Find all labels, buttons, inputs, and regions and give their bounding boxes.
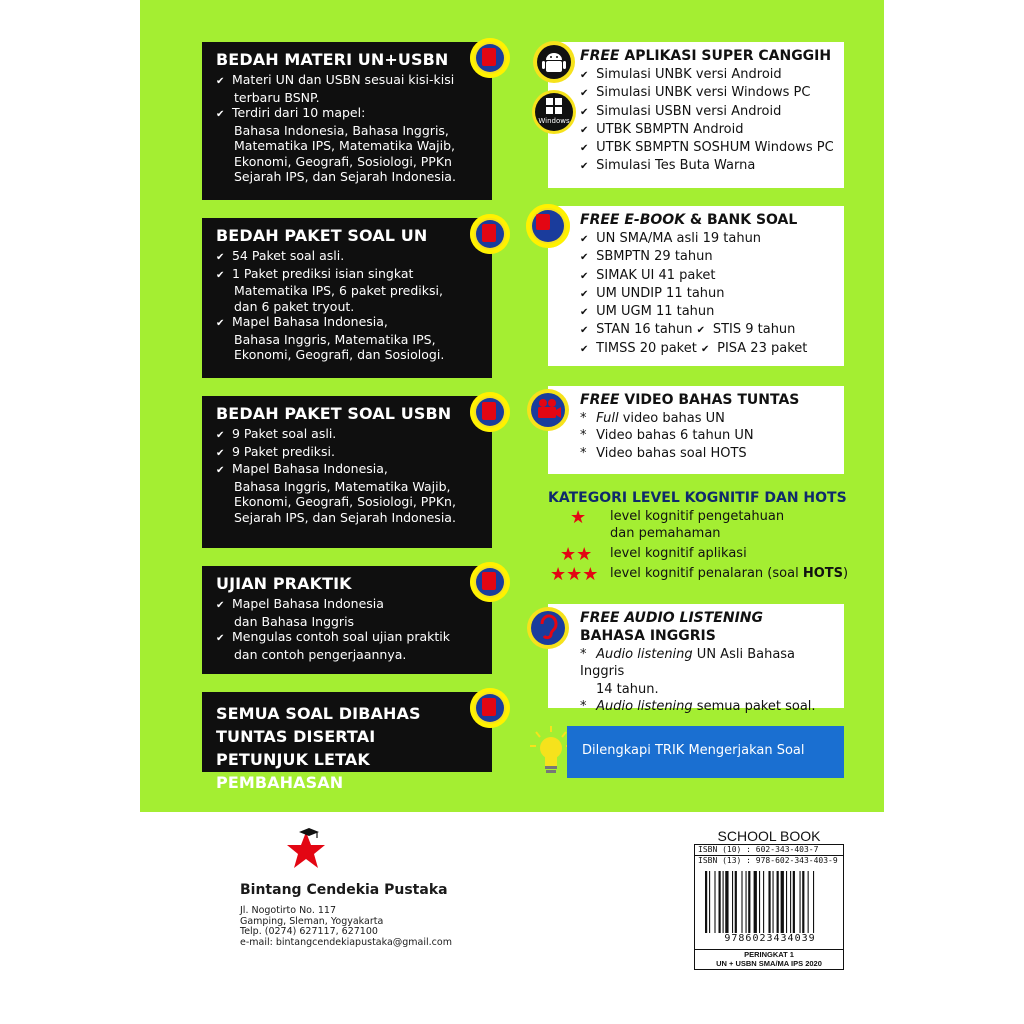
level-legend (548, 490, 858, 583)
ebook-badge-icon (526, 204, 570, 248)
list-item: * Audio listening semua paket soal. (580, 698, 816, 714)
barcode-bar (808, 871, 809, 933)
check-icon: ✔ (580, 325, 589, 337)
box-list (216, 72, 482, 185)
box-title: BEDAH MATERI UN+USBN (216, 50, 449, 69)
check-icon: ✔ (580, 307, 589, 319)
check-icon: ✔ (216, 600, 225, 611)
windows-badge (532, 90, 576, 134)
box-list (580, 646, 836, 715)
box-title: BEDAH PAKET SOAL USBN (216, 404, 452, 423)
check-icon: ✔ (580, 270, 589, 282)
barcode-bar (725, 871, 728, 933)
list-item: ✔ Mengulas contoh soal ujian praktik (216, 629, 482, 647)
box-bedah-paket-un (202, 218, 492, 378)
box-list (216, 248, 482, 363)
list-item: * Audio listening UN Asli Bahasa Inggris (580, 647, 796, 680)
list-item: ✔ Simulasi USBN versi Android (580, 103, 836, 121)
check-icon: ✔ (580, 343, 589, 355)
barcode-bar (763, 871, 764, 933)
check-icon: ✔ (580, 252, 589, 264)
barcode-number: 9786023434039 (724, 933, 816, 944)
list-item: * Video bahas 6 tahun UN (580, 428, 754, 444)
list-item: ✔ TIMSS 20 paket ✔ PISA 23 paket (580, 340, 836, 358)
publisher-name: Bintang Cendekia Pustaka (240, 882, 448, 898)
list-item: ✔ UN SMA/MA asli 19 tahun (580, 230, 836, 248)
book-badge-icon (470, 688, 510, 728)
list-item: * Video bahas soal HOTS (580, 445, 747, 461)
barcode-bar (709, 871, 710, 933)
barcode-bar (748, 871, 750, 933)
check-icon: ✔ (216, 633, 225, 644)
list-item: ✔ SIMAK UI 41 paket (580, 267, 836, 285)
list-item: ✔ Simulasi Tes Buta Warna (580, 157, 836, 175)
list-item: ✔ UTBK SBMPTN Android (580, 121, 836, 139)
box-ujian-praktik (202, 566, 492, 674)
box-subtitle: BAHASA INGGRIS (580, 628, 716, 644)
barcode (703, 871, 839, 933)
list-item: Matematika IPS, 6 paket prediksi, (234, 283, 443, 298)
box-list (216, 596, 482, 662)
list-item: Ekonomi, Geografi, Sosiologi, PPKn (234, 153, 452, 169)
list-item: Sejarah IPS, dan Sejarah Indonesia. (234, 509, 456, 525)
box-title: BEDAH PAKET SOAL UN (216, 226, 428, 245)
publisher-address: Jl. Nogotirto No. 117 Gamping, Sleman, Yogyakarta Telp. (0274) 627117, 627100 e-mail: bintangcendekiapustaka@gmail.com (240, 905, 452, 948)
android-icon (532, 40, 576, 84)
book-badge-icon (470, 392, 510, 432)
box-list (580, 230, 836, 358)
box-list (580, 66, 836, 176)
list-item: Sejarah IPS, dan Sejarah Indonesia. (234, 169, 456, 184)
list-item: ✔ Materi UN dan USBN sesuai kisi-kisi (216, 72, 482, 90)
level-row-1: ★ level kognitif pengetahuan (570, 507, 785, 528)
book-badge-icon (470, 214, 510, 254)
isbn-block (694, 844, 844, 970)
check-icon: ✔ (216, 269, 225, 281)
box-free-video (548, 386, 844, 474)
check-icon: ✔ (216, 465, 225, 476)
check-icon: ✔ (216, 447, 225, 459)
list-item: ✔ Simulasi UNBK versi Android (580, 66, 836, 84)
list-item: 14 tahun. (596, 681, 659, 697)
box-free-aplikasi (538, 42, 844, 188)
barcode-bar (793, 871, 795, 933)
box-list (216, 426, 482, 525)
rank-label: PERINGKAT 1 UN + USBN SMA/MA IPS 2020 (695, 949, 843, 968)
list-item: Matematika IPS, Matematika Wajib, (234, 138, 455, 153)
list-item: Bahasa Indonesia, Bahasa Inggris, (234, 122, 449, 138)
check-icon: ✔ (580, 288, 589, 300)
list-item: ✔ Simulasi UNBK versi Windows PC (580, 84, 836, 102)
level-row-2: ★★ level kognitif aplikasi (560, 544, 747, 565)
box-free-ebook (548, 206, 844, 366)
list-item: Bahasa Inggris, Matematika Wajib, (234, 478, 451, 494)
isbn13: ISBN (13) : 978-602-343-403-9 (695, 855, 843, 866)
barcode-bar (754, 871, 757, 933)
check-icon: ✔ (216, 318, 225, 329)
barcode-bar (705, 871, 707, 933)
two-star-icon: ★★ (560, 544, 593, 565)
video-camera-icon (526, 388, 570, 432)
level-row-3: ★★★ level kognitif penalaran (soal HOTS) (550, 564, 849, 585)
list-item: ✔ STAN 16 tahun ✔ STIS 9 tahun (580, 321, 836, 339)
check-icon: ✔ (696, 325, 706, 337)
box-title: FREE AUDIO LISTENING (580, 610, 763, 626)
list-item: ✔ UM UNDIP 11 tahun (580, 285, 836, 303)
barcode-bar (719, 871, 721, 933)
barcode-bar (800, 871, 801, 933)
barcode-bar (802, 871, 804, 933)
barcode-bar (790, 871, 791, 933)
barcode-bar (714, 871, 715, 933)
barcode-bar (781, 871, 784, 933)
list-item: ✔ 54 Paket soal asli. (216, 248, 482, 266)
box-title: FREE VIDEO BAHAS TUNTAS (580, 392, 800, 408)
check-icon: ✔ (580, 88, 589, 100)
barcode-bar (768, 871, 770, 933)
list-item: dan Bahasa Inggris (234, 613, 355, 629)
check-icon: ✔ (216, 430, 225, 441)
list-item: ✔ UTBK SBMPTN SOSHUM Windows PC (580, 139, 836, 157)
list-item: ✔ Mapel Bahasa Indonesia, (216, 461, 482, 479)
check-icon: ✔ (216, 252, 225, 263)
box-bedah-paket-usbn (202, 396, 492, 548)
star-icon: ★ (570, 507, 587, 528)
trik-text: Dilengkapi TRIK Mengerjakan Soal (582, 743, 805, 758)
trik-banner (567, 726, 844, 778)
box-list (580, 410, 836, 462)
barcode-bar (773, 871, 774, 933)
list-item: ✔ 9 Paket prediksi. (216, 444, 482, 462)
box-title: UJIAN PRAKTIK (216, 574, 352, 593)
box-free-audio (548, 604, 844, 714)
book-badge-icon (470, 562, 510, 602)
list-item: Bahasa Inggris, Matematika IPS, (234, 331, 436, 347)
barcode-bar (741, 871, 742, 933)
list-item: dan 6 paket tryout. (234, 298, 355, 314)
list-item: * Full video bahas UN (580, 411, 725, 426)
barcode-bar (723, 871, 724, 933)
list-item: ✔ 1 Paket prediksi isian singkat (216, 266, 482, 284)
publisher-star-logo-icon (282, 826, 330, 874)
isbn10: ISBN (10) : 602-343-403-7 (698, 845, 819, 854)
list-item: ✔ Mapel Bahasa Indonesia (216, 596, 482, 614)
list-item: dan contoh pengerjaannya. (234, 646, 407, 662)
check-icon: ✔ (580, 106, 589, 118)
barcode-bar (786, 871, 787, 933)
box-title: SEMUA SOAL DIBAHAS TUNTAS DISERTAI PETUNJUK LETAK PEMBAHASAN (216, 704, 421, 792)
barcode-bar (746, 871, 747, 933)
list-item: Ekonomi, Geografi, dan Sosiologi. (234, 347, 445, 362)
check-icon: ✔ (580, 234, 589, 245)
book-badge-icon (470, 38, 510, 78)
barcode-bar (777, 871, 779, 933)
list-item: ✔ Mapel Bahasa Indonesia, (216, 314, 482, 332)
check-icon: ✔ (700, 343, 710, 355)
barcode-bar (813, 871, 814, 933)
check-icon: ✔ (580, 143, 589, 155)
box-title: FREE APLIKASI SUPER CANGGIH (580, 48, 832, 64)
box-title: FREE E-BOOK & BANK SOAL (580, 212, 798, 228)
barcode-bar (759, 871, 760, 933)
check-icon: ✔ (216, 109, 225, 120)
list-item: ✔ 9 Paket soal asli. (216, 426, 482, 444)
windows-icon (546, 98, 562, 114)
level-row-1b: dan pemahaman (610, 526, 721, 541)
barcode-bar (732, 871, 733, 933)
ear-icon (526, 606, 570, 650)
school-book-label: SCHOOL BOOK (717, 828, 821, 844)
list-item: Ekonomi, Geografi, Sosiologi, PPKn, (234, 494, 456, 509)
list-item: ✔ UM UGM 11 tahun (580, 303, 836, 321)
check-icon: ✔ (216, 76, 225, 87)
box-semua-soal (202, 692, 492, 792)
check-icon: ✔ (580, 124, 589, 136)
list-item: terbaru BSNP. (234, 89, 320, 105)
level-legend-title: KATEGORI LEVEL KOGNITIF DAN HOTS (548, 490, 847, 506)
box-bedah-materi (202, 42, 492, 200)
list-item: ✔ Terdiri dari 10 mapel: (216, 105, 482, 123)
check-icon: ✔ (580, 70, 589, 81)
check-icon: ✔ (580, 161, 589, 173)
windows-label: Windows (538, 117, 570, 125)
list-item: ✔ SBMPTN 29 tahun (580, 248, 836, 266)
barcode-bar (735, 871, 737, 933)
three-star-icon: ★★★ (550, 564, 599, 585)
